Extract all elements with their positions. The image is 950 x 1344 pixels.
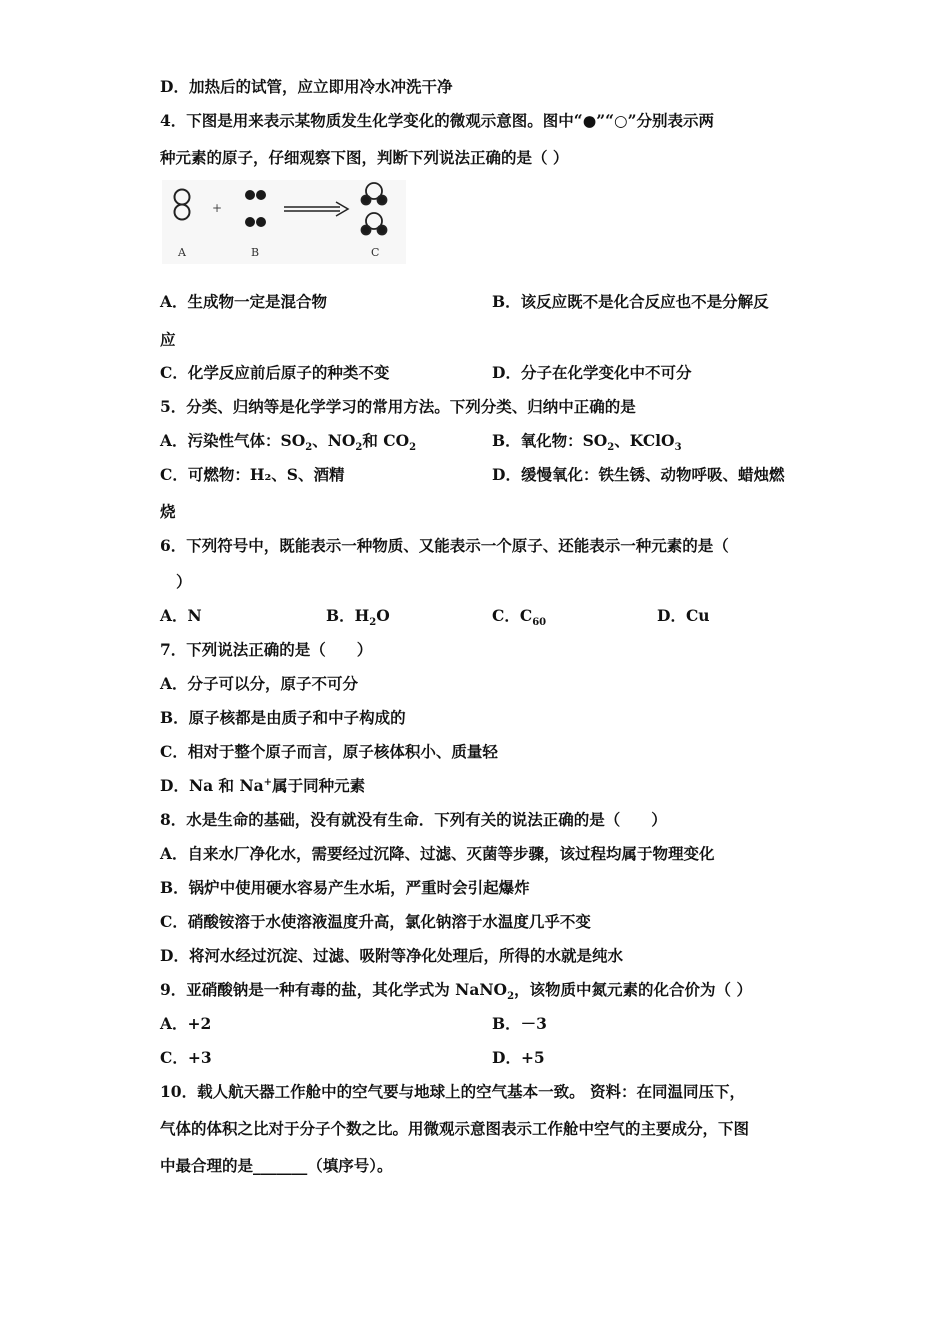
- q6-option-b: B．$H_2O$: [326, 606, 390, 629]
- q5-option-d: D．缓慢氧化：铁生锈、动物呼吸、蜡烛燃: [492, 465, 785, 484]
- label-a: A: [178, 246, 186, 259]
- question-5-stem: 5．分类、归纳等是化学学习的常用方法。下列分类、归纳中正确的是: [160, 397, 636, 416]
- q8-option-a: A．自来水厂净化水，需要经过沉降、过滤、灭菌等步骤，该过程均属于物理变化: [160, 844, 715, 863]
- question-4-stem-2: 种元素的原子，仔细观察下图，判断下列说法正确的是（ ）: [160, 148, 569, 167]
- q5-option-b: B．氧化物：$SO_2$、KClO$_3$: [492, 431, 682, 454]
- q8-option-b: B．锅炉中使用硬水容易产生水垢，严重时会引起爆炸: [160, 878, 530, 897]
- label-c: C: [371, 246, 380, 259]
- q5-option-d-cont: 烧: [160, 502, 176, 521]
- q7-option-b: B．原子核都是由质子和中子构成的: [160, 708, 406, 727]
- question-8-stem: 8．水是生命的基础，没有就没有生命．下列有关的说法正确的是（ ）: [160, 810, 667, 829]
- question-10-stem-1: 10．载人航天器工作舱中的空气要与地球上的空气基本一致。 资料：在同温同压下，: [160, 1082, 745, 1101]
- plus-sign: +: [212, 201, 223, 215]
- q5-option-c: C．可燃物：H₂、S、酒精: [160, 465, 345, 484]
- q7-option-d: D．Na 和 Na+属于同种元素: [160, 776, 366, 795]
- question-9-stem: 9．亚硝酸钠是一种有毒的盐，其化学式为 NaNO$_2$，该物质中氮元素的化合价为（ ）: [160, 980, 752, 1003]
- q9-option-d: D．+5: [492, 1048, 545, 1067]
- reaction-diagram: [162, 180, 406, 264]
- q7-option-c: C．相对于整个原子而言，原子核体积小、质量轻: [160, 742, 498, 761]
- q6-option-d: D．Cu: [657, 606, 710, 625]
- label-b: B: [251, 246, 260, 259]
- q8-option-d: D．将河水经过沉淀、过滤、吸附等净化处理后，所得的水就是纯水: [160, 946, 623, 965]
- q6-option-a: A．N: [160, 606, 202, 625]
- line-d-prev: D．加热后的试管，应立即用冷水冲洗干净: [160, 77, 453, 96]
- q4-option-c: C．化学反应前后原子的种类不变: [160, 363, 390, 382]
- question-10-stem-2: 气体的体积之比对于分子个数之比。用微观示意图表示工作舱中空气的主要成分，下图: [160, 1119, 750, 1138]
- question-4-stem-1: 4．下图是用来表示某物质发生化学变化的微观示意图。图中“●”“○”分别表示两: [160, 111, 714, 130]
- q4-option-b: B．该反应既不是化合反应也不是分解反: [492, 292, 769, 311]
- q8-option-c: C．硝酸铵溶于水使溶液温度升高，氯化钠溶于水温度几乎不变: [160, 912, 591, 931]
- question-10-stem-3: 中最合理的是_______（填序号）。: [160, 1156, 393, 1175]
- question-7-stem: 7．下列说法正确的是（ ）: [160, 640, 373, 659]
- q9-option-c: C．+3: [160, 1048, 212, 1067]
- q7-option-a: A．分子可以分，原子不可分: [160, 674, 359, 693]
- q4-option-a: A．生成物一定是混合物: [160, 292, 328, 311]
- question-6-stem-1: 6．下列符号中，既能表示一种物质、又能表示一个原子、还能表示一种元素的是（: [160, 536, 729, 555]
- q6-option-c: C．$C_{60}$: [492, 606, 547, 629]
- question-6-stem-2: ）: [176, 572, 192, 591]
- q4-option-b-cont: 应: [160, 330, 176, 349]
- q4-option-d: D．分子在化学变化中不可分: [492, 363, 692, 382]
- q9-option-a: A．+2: [160, 1014, 212, 1033]
- q9-option-b: B．－3: [492, 1014, 547, 1033]
- q5-option-a: A．污染性气体：$SO_2$、$NO_2$和 $CO_2$: [160, 431, 417, 454]
